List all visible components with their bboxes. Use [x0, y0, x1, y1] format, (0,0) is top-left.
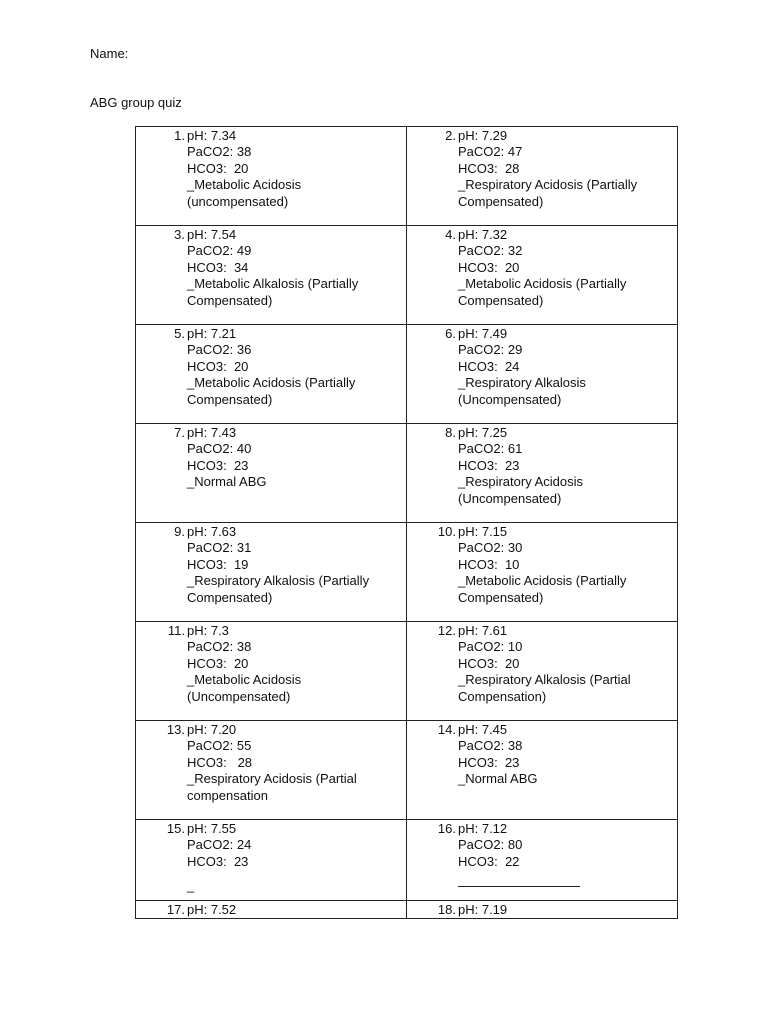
- item-hco3: HCO3: 23: [458, 754, 520, 770]
- answer-blank-line: [458, 871, 580, 887]
- item-ph: pH: 7.49: [458, 326, 508, 341]
- quiz-row: [136, 424, 678, 523]
- item-paco2: PaCO2: 47: [458, 144, 523, 160]
- item-ph: pH: 7.43: [187, 425, 237, 440]
- item-answer: _Metabolic Alkalosis (Partially Compensated): [187, 276, 359, 308]
- item-answer: _Metabolic Acidosis (Uncompensated): [187, 672, 302, 704]
- item-number: 10.: [437, 524, 456, 539]
- item-hco3: HCO3: 23: [187, 853, 249, 869]
- item-hco3: HCO3: 20: [187, 160, 249, 176]
- item-paco2: PaCO2: 80: [458, 837, 523, 853]
- item-paco2: PaCO2: 31: [187, 540, 252, 556]
- quiz-item-cell: [136, 820, 407, 901]
- item-ph: pH: 7.15: [458, 524, 508, 539]
- item-ph: pH: 7.25: [458, 425, 508, 440]
- item-number: 7.: [174, 425, 185, 440]
- item-hco3: HCO3: 19: [187, 556, 249, 572]
- quiz-item-cell: [136, 622, 407, 721]
- item-answer: _Normal ABG: [458, 771, 538, 787]
- item-paco2: PaCO2: 24: [187, 837, 252, 853]
- quiz-row: [136, 901, 678, 919]
- item-number: 8.: [445, 425, 456, 440]
- item-answer: _Metabolic Acidosis (uncompensated): [187, 177, 302, 209]
- quiz-row: [136, 325, 678, 424]
- item-paco2: PaCO2: 38: [458, 738, 523, 754]
- item-hco3: HCO3: 22: [458, 853, 520, 869]
- item-hco3: HCO3: 28: [187, 754, 253, 770]
- item-hco3: HCO3: 23: [187, 457, 249, 473]
- item-paco2: PaCO2: 49: [187, 243, 252, 259]
- item-number: 18.: [437, 902, 456, 917]
- item-ph: pH: 7.63: [187, 524, 237, 539]
- item-paco2: PaCO2: 38: [187, 639, 252, 655]
- item-ph: pH: 7.45: [458, 722, 508, 737]
- item-hco3: HCO3: 10: [458, 556, 520, 572]
- abg-quiz-table: [135, 126, 678, 919]
- item-answer: _Respiratory Alkalosis (Partial Compensation): [458, 672, 631, 704]
- quiz-item-cell: [407, 226, 678, 325]
- item-hco3: HCO3: 20: [458, 259, 520, 275]
- item-answer: _Respiratory Acidosis (Partial compensation: [187, 771, 357, 803]
- quiz-item-cell: [407, 325, 678, 424]
- item-number: 9.: [174, 524, 185, 539]
- quiz-row: [136, 622, 678, 721]
- item-answer: _Respiratory Alkalosis (Uncompensated): [458, 375, 586, 407]
- item-ph: pH: 7.32: [458, 227, 508, 242]
- item-hco3: HCO3: 28: [458, 160, 520, 176]
- quiz-row: [136, 127, 678, 226]
- item-answer: _Metabolic Acidosis (Partially Compensated): [187, 375, 356, 407]
- quiz-item-cell: [136, 424, 407, 523]
- quiz-item-cell: [136, 523, 407, 622]
- item-number: 2.: [445, 128, 456, 143]
- item-number: 15.: [166, 821, 185, 836]
- item-number: 1.: [174, 128, 185, 143]
- quiz-item-cell: [407, 523, 678, 622]
- item-hco3: HCO3: 20: [458, 655, 520, 671]
- item-answer: _Metabolic Acidosis (Partially Compensated): [458, 573, 627, 605]
- item-ph: pH: 7.52: [187, 902, 237, 917]
- item-number: 14.: [437, 722, 456, 737]
- item-ph: pH: 7.19: [458, 902, 508, 917]
- item-number: 11.: [167, 623, 185, 638]
- item-number: 16.: [437, 821, 456, 836]
- item-number: 6.: [445, 326, 456, 341]
- name-label: Name:: [90, 46, 129, 61]
- item-answer: _Respiratory Acidosis (Partially Compensated): [458, 177, 638, 209]
- item-ph: pH: 7.21: [187, 326, 237, 341]
- item-ph: pH: 7.54: [187, 227, 237, 242]
- item-hco3: HCO3: 20: [187, 358, 249, 374]
- item-paco2: PaCO2: 55: [187, 738, 252, 754]
- item-answer: _Respiratory Alkalosis (Partially Compensated): [187, 573, 370, 605]
- quiz-item-cell: [136, 226, 407, 325]
- item-paco2: PaCO2: 10: [458, 639, 523, 655]
- quiz-row: [136, 523, 678, 622]
- quiz-item-cell: [136, 901, 407, 919]
- item-paco2: PaCO2: 32: [458, 243, 523, 259]
- quiz-row: [136, 820, 678, 901]
- item-hco3: HCO3: 34: [187, 259, 249, 275]
- item-answer: _Normal ABG: [187, 474, 267, 490]
- item-number: 5.: [174, 326, 185, 341]
- item-hco3: HCO3: 24: [458, 358, 520, 374]
- quiz-item-cell: [407, 424, 678, 523]
- quiz-item-cell: [407, 622, 678, 721]
- item-ph: pH: 7.20: [187, 722, 237, 737]
- quiz-item-cell: [136, 721, 407, 820]
- item-ph: pH: 7.55: [187, 821, 237, 836]
- item-ph: pH: 7.34: [187, 128, 237, 143]
- item-ph: pH: 7.61: [458, 623, 508, 638]
- quiz-row: [136, 721, 678, 820]
- quiz-item-cell: [407, 127, 678, 226]
- quiz-title: ABG group quiz: [90, 95, 182, 110]
- quiz-row: [136, 226, 678, 325]
- quiz-item-cell: [407, 901, 678, 919]
- item-paco2: PaCO2: 30: [458, 540, 523, 556]
- item-number: 13.: [166, 722, 185, 737]
- item-answer: _Respiratory Acidosis (Uncompensated): [458, 474, 583, 506]
- quiz-item-cell: [136, 127, 407, 226]
- item-number: 17.: [166, 902, 185, 917]
- item-paco2: PaCO2: 36: [187, 342, 252, 358]
- item-number: 4.: [445, 227, 456, 242]
- item-paco2: PaCO2: 38: [187, 144, 252, 160]
- item-number: 3.: [174, 227, 185, 242]
- quiz-item-cell: [136, 325, 407, 424]
- item-answer: _: [187, 878, 195, 894]
- quiz-item-cell: [407, 721, 678, 820]
- item-ph: pH: 7.12: [458, 821, 508, 836]
- item-ph: pH: 7.3: [187, 623, 229, 638]
- item-paco2: PaCO2: 40: [187, 441, 252, 457]
- item-paco2: PaCO2: 61: [458, 441, 523, 457]
- item-paco2: PaCO2: 29: [458, 342, 523, 358]
- item-number: 12.: [437, 623, 456, 638]
- quiz-item-cell: [407, 820, 678, 901]
- item-hco3: HCO3: 23: [458, 457, 520, 473]
- item-hco3: HCO3: 20: [187, 655, 249, 671]
- item-answer: _Metabolic Acidosis (Partially Compensated): [458, 276, 627, 308]
- item-ph: pH: 7.29: [458, 128, 508, 143]
